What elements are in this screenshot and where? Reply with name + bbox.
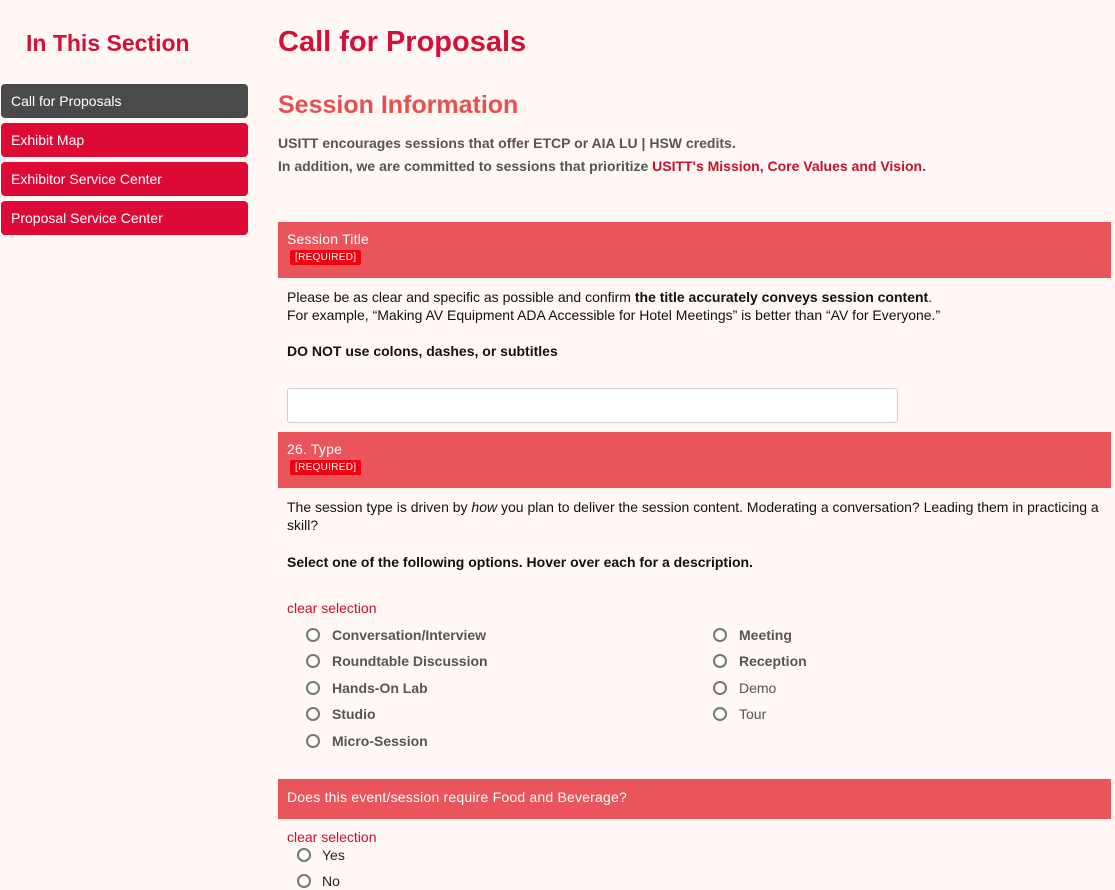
type-option-label: Hands-On Lab (332, 680, 428, 696)
food-clear-selection-link[interactable]: clear selection (287, 829, 377, 845)
type-option-tour[interactable] (713, 706, 766, 722)
type-option-conversation-interview[interactable] (306, 627, 486, 643)
radio-button[interactable] (297, 874, 311, 888)
type-option-label: Micro-Session (332, 733, 428, 749)
section-title: Session Information (278, 91, 519, 119)
sidebar-item-proposal-service-center[interactable]: Proposal Service Center (1, 201, 248, 235)
type-option-demo[interactable] (713, 680, 776, 696)
type-description (287, 498, 1107, 571)
sidebar-nav (1, 84, 248, 240)
type-option-hands-on-lab[interactable] (306, 680, 428, 696)
type-clear-selection-link[interactable]: clear selection (287, 600, 377, 616)
session-title-desc-suffix: . (928, 289, 933, 305)
type-instruction: Select one of the following options. Hover over each for a description. (287, 554, 753, 570)
food-option-no[interactable] (297, 873, 340, 889)
session-title-desc-prefix: Please be as clear and specific as possible and confirm (287, 289, 635, 305)
type-option-micro-session[interactable] (306, 733, 428, 749)
radio-button[interactable] (306, 681, 320, 695)
type-option-label: Conversation/Interview (332, 627, 487, 643)
session-title-label: Session Title (287, 231, 369, 247)
type-desc-emphasis: how (471, 499, 498, 515)
type-desc-prefix: The session type is driven by (287, 499, 472, 515)
food-beverage-header (278, 779, 1111, 819)
mission-link[interactable]: USITT's Mission, Core Values and Vision (652, 158, 923, 174)
session-title-description (287, 288, 1107, 360)
type-option-label: Studio (332, 706, 376, 722)
page-title: Call for Proposals (278, 26, 527, 58)
type-desc-suffix: you plan to deliver the session content. Moderating a conversation? Leading them in practicing a skill? (287, 499, 1099, 533)
intro-text (278, 132, 926, 178)
radio-button[interactable] (297, 848, 311, 862)
intro-line-1: USITT encourages sessions that offer ETCP or AIA LU | HSW credits. (278, 135, 736, 151)
radio-button[interactable] (713, 654, 727, 668)
type-option-meeting[interactable] (713, 627, 792, 643)
food-option-yes[interactable] (297, 847, 345, 863)
intro-line-2-suffix: . (922, 158, 926, 174)
radio-button[interactable] (306, 734, 320, 748)
radio-button[interactable] (306, 628, 320, 642)
session-title-warning: DO NOT use colons, dashes, or subtitles (287, 343, 558, 359)
radio-button[interactable] (713, 707, 727, 721)
radio-button[interactable] (306, 654, 320, 668)
type-option-label: Demo (739, 680, 777, 696)
required-badge: [REQUIRED] (290, 250, 361, 265)
radio-button[interactable] (306, 707, 320, 721)
session-title-example: For example, “Making AV Equipment ADA Accessible for Hotel Meetings” is better than “AV for Everyone.” (287, 307, 941, 323)
type-header (278, 432, 1111, 488)
intro-line-2 (278, 155, 926, 178)
food-option-label: No (322, 873, 340, 889)
type-option-label: Meeting (739, 627, 792, 643)
radio-button[interactable] (713, 628, 727, 642)
required-badge: [REQUIRED] (290, 460, 361, 475)
food-option-label: Yes (322, 847, 345, 863)
food-beverage-label: Does this event/session require Food and Beverage? (287, 789, 627, 805)
type-desc-text (287, 498, 1107, 534)
sidebar-item-exhibit-map[interactable]: Exhibit Map (1, 123, 248, 157)
type-option-label: Reception (739, 653, 807, 669)
sidebar-item-exhibitor-service-center[interactable]: Exhibitor Service Center (1, 162, 248, 196)
type-option-label: Roundtable Discussion (332, 653, 488, 669)
sidebar-item-call-for-proposals[interactable]: Call for Proposals (1, 84, 248, 118)
radio-button[interactable] (713, 681, 727, 695)
sidebar-title: In This Section (26, 30, 190, 56)
session-title-desc-line (287, 288, 1107, 306)
type-option-label: Tour (739, 706, 767, 722)
type-option-reception[interactable] (713, 653, 807, 669)
type-label: 26. Type (287, 441, 343, 457)
type-option-roundtable-discussion[interactable] (306, 653, 488, 669)
type-option-studio[interactable] (306, 706, 376, 722)
session-title-input[interactable] (287, 388, 898, 423)
session-title-header (278, 222, 1111, 278)
session-title-desc-bold: the title accurately conveys session content (634, 289, 929, 305)
intro-line-2-prefix: In addition, we are committed to sessions that prioritize (278, 158, 653, 174)
